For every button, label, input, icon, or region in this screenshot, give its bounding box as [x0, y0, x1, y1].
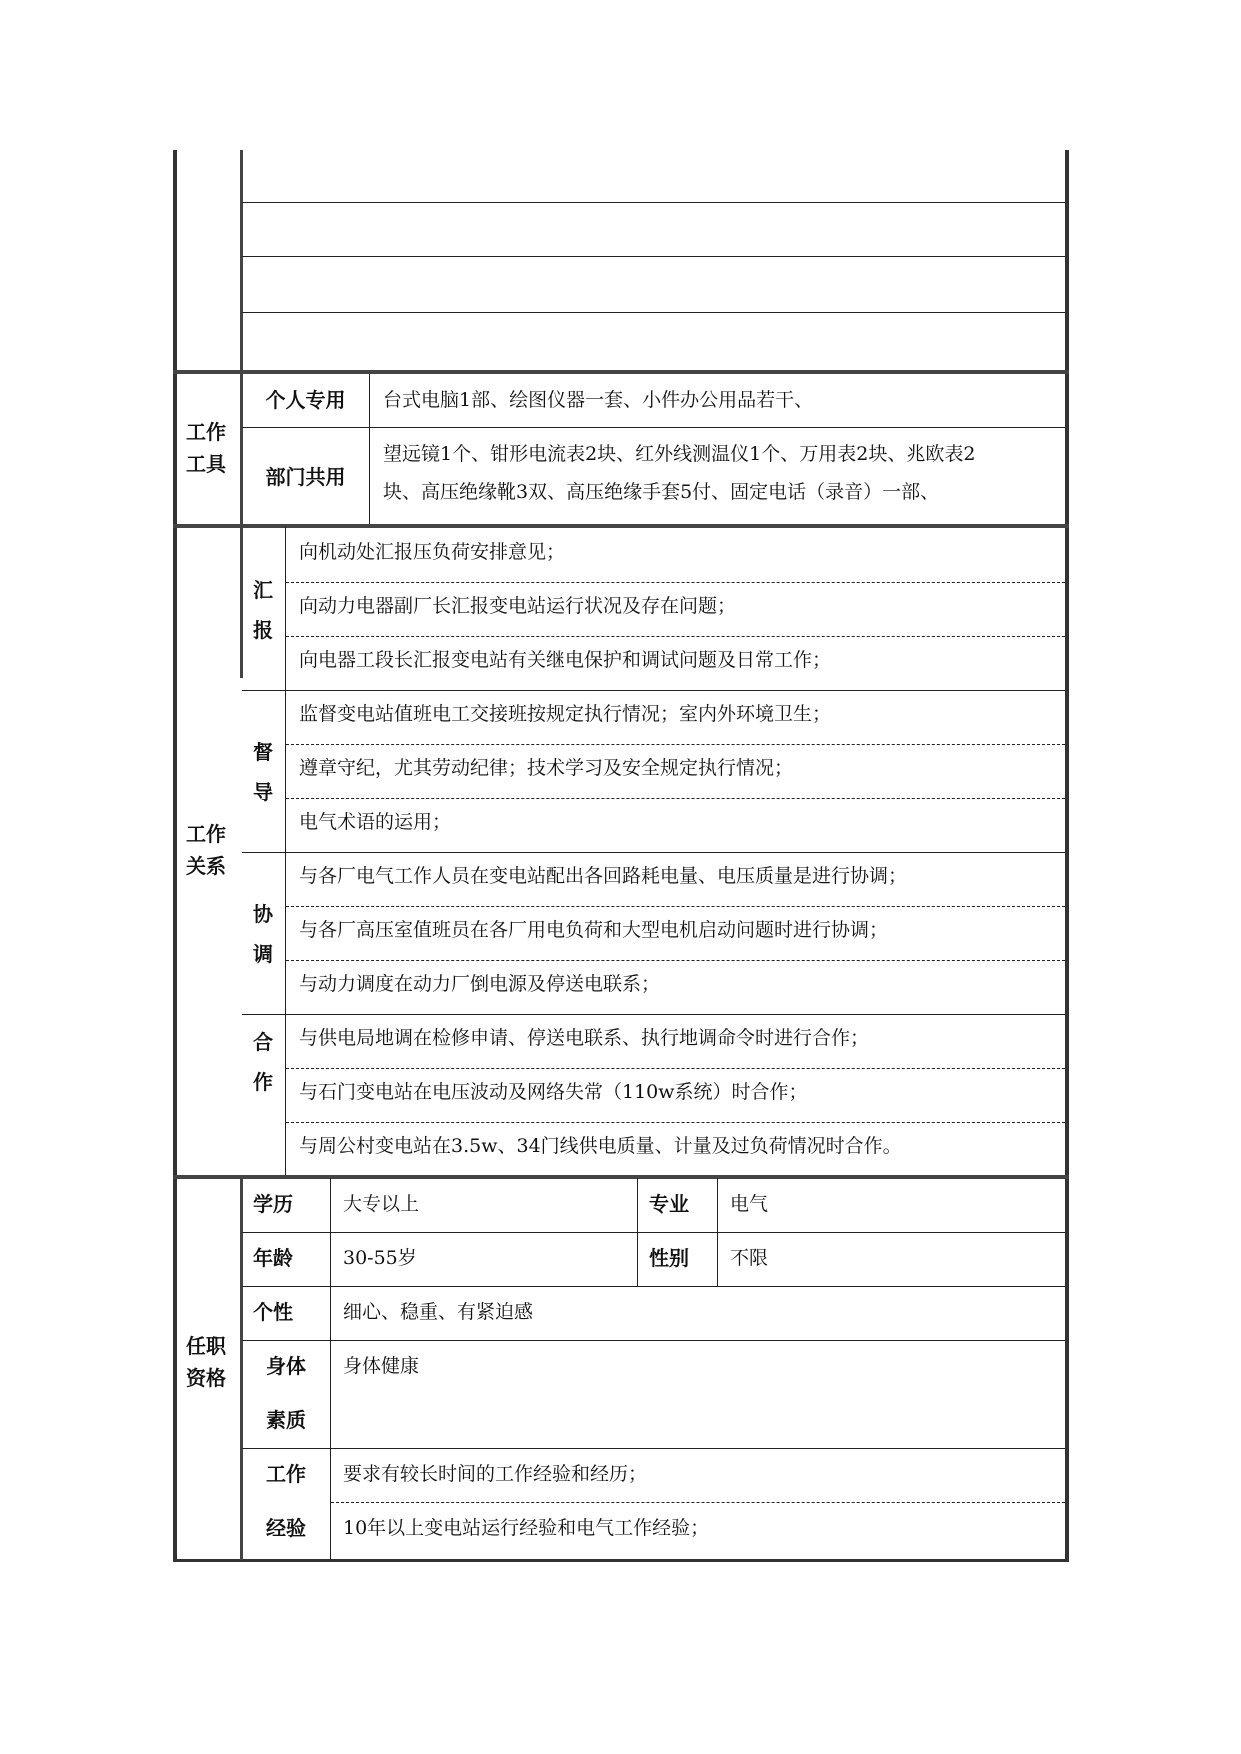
experience-item: 10年以上变电站运行经验和电气工作经验； [343, 1517, 710, 1539]
shared-use-text: 望远镜1个、钳形电流表2块、红外线测温仪1个、万用表2块、兆欧表2 [383, 443, 976, 465]
divider [240, 150, 243, 374]
age-label: 年龄 [253, 1246, 293, 1270]
divider [242, 312, 1065, 313]
divider [369, 374, 370, 526]
divider [242, 256, 1065, 257]
gender-value: 不限 [730, 1247, 769, 1269]
physical-label: 素质 [266, 1408, 306, 1432]
cooperate-label: 合 作 [253, 1030, 273, 1094]
personal-use-label: 个人专用 [265, 388, 346, 412]
personality-value: 细心、稳重、有紧迫感 [343, 1301, 534, 1323]
divider [242, 1286, 1065, 1287]
shared-use-text: 块、高压绝缘靴3双、高压绝缘手套5付、固定电话（录音）一部、 [383, 481, 940, 503]
dashed-divider [286, 960, 1065, 961]
tools-section-label: 工作 工具 [186, 420, 226, 476]
coordinate-label: 协 调 [253, 902, 273, 966]
relation-item: 与周公村变电站在3.5w、34门线供电质量、计量及过负荷情况时合作。 [299, 1135, 902, 1157]
gender-label: 性别 [649, 1246, 689, 1270]
personal-use-text: 台式电脑1部、绘图仪器一套、小件办公用品若干、 [383, 389, 814, 411]
divider [242, 1448, 1065, 1449]
divider [242, 852, 1065, 853]
experience-label: 经验 [266, 1516, 306, 1540]
dashed-divider [286, 1122, 1065, 1123]
relation-item: 与各厂高压室值班员在各厂用电负荷和大型电机启动问题时进行协调； [299, 919, 889, 941]
experience-item: 要求有较长时间的工作经验和经历； [343, 1463, 648, 1485]
supervise-label: 督 导 [253, 740, 273, 804]
dashed-divider [286, 1068, 1065, 1069]
major-value: 电气 [730, 1193, 769, 1215]
divider [242, 1232, 1065, 1233]
section-divider [173, 1175, 1069, 1179]
relation-item: 监督变电站值班电工交接班按规定执行情况；室内外环境卫生； [299, 703, 832, 725]
divider [242, 1014, 1065, 1015]
relation-item: 向动力电器副厂长汇报变电站运行状况及存在问题； [299, 595, 737, 617]
dashed-divider [286, 582, 1065, 583]
dashed-divider [286, 636, 1065, 637]
relation-item: 向电器工段长汇报变电站有关继电保护和调试问题及日常工作； [299, 649, 832, 671]
relation-item: 与动力调度在动力厂倒电源及停送电联系； [299, 973, 661, 995]
divider [242, 690, 1065, 691]
section-divider [173, 524, 1069, 528]
relation-item: 向机动处汇报压负荷安排意见； [299, 541, 566, 563]
dashed-divider [331, 1502, 1065, 1503]
relations-section-label: 工作 关系 [186, 822, 226, 878]
job-description-table [173, 150, 1069, 1562]
dashed-divider [286, 798, 1065, 799]
relation-item: 电气术语的运用； [299, 811, 452, 833]
section-divider [173, 370, 1069, 374]
relation-item: 与供电局地调在检修申请、停送电联系、执行地调命令时进行合作； [299, 1027, 870, 1049]
qualifications-section-label: 任职 资格 [186, 1334, 226, 1390]
physical-label: 身体 [266, 1354, 306, 1378]
dashed-divider [286, 906, 1065, 907]
divider [242, 427, 1065, 428]
divider [242, 1340, 1065, 1341]
report-label: 汇 报 [253, 578, 273, 642]
dashed-divider [286, 744, 1065, 745]
education-label: 学历 [253, 1192, 293, 1216]
education-value: 大专以上 [343, 1193, 420, 1215]
relation-item: 与各厂电气工作人员在变电站配出各回路耗电量、电压质量是进行协调； [299, 865, 908, 887]
divider [242, 202, 1065, 203]
personality-label: 个性 [253, 1300, 293, 1324]
shared-use-label: 部门共用 [265, 465, 346, 489]
physical-value: 身体健康 [343, 1355, 420, 1377]
age-value: 30-55岁 [343, 1247, 417, 1269]
relation-item: 遵章守纪，尤其劳动纪律；技术学习及安全规定执行情况； [299, 757, 794, 779]
experience-label: 工作 [266, 1462, 306, 1486]
major-label: 专业 [649, 1192, 689, 1216]
relation-item: 与石门变电站在电压波动及网络失常（110w系统）时合作； [299, 1081, 808, 1103]
